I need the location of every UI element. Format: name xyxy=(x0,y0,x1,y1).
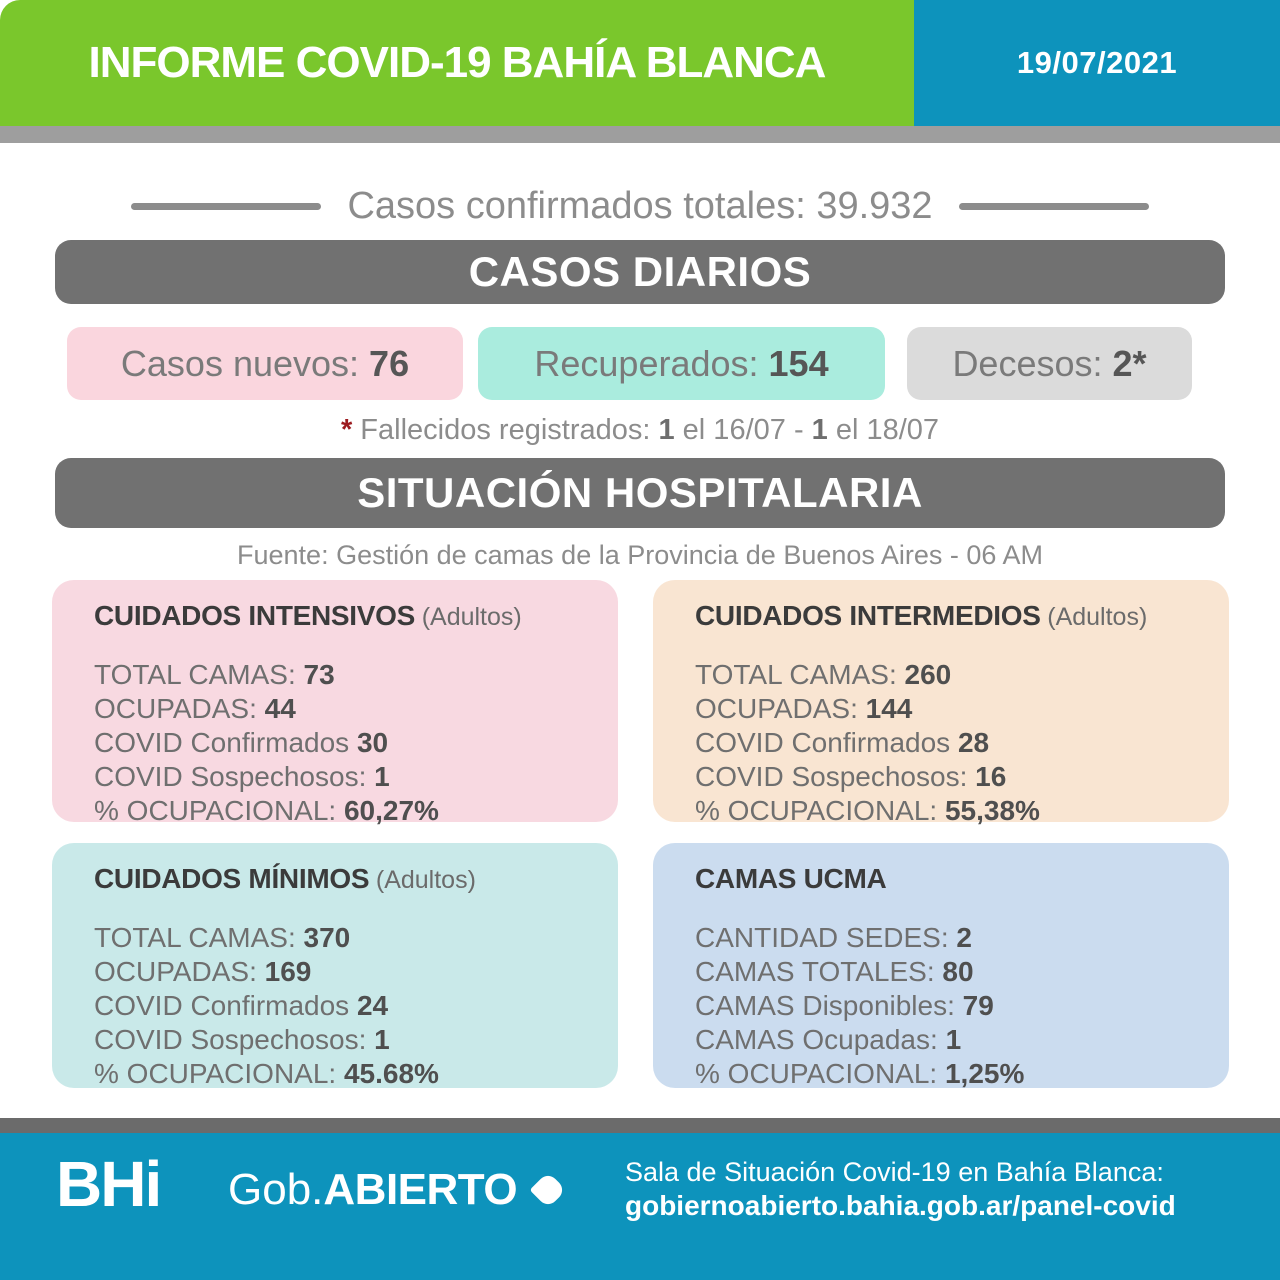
stat-covid-confirmados xyxy=(695,726,1215,760)
stat-label: % OCUPACIONAL: xyxy=(94,795,344,826)
stat-label: COVID Confirmados xyxy=(94,990,357,1021)
stat-cantidad-sedes xyxy=(695,921,1215,955)
footer-info xyxy=(625,1155,1176,1223)
gob-abierto-logo xyxy=(228,1165,561,1215)
panel-camas-ucma xyxy=(653,843,1229,1088)
stat-total-camas xyxy=(695,658,1215,692)
stat-value: 260 xyxy=(904,659,952,690)
deaths-asterisk: * xyxy=(1132,342,1147,384)
stat-value: 28 xyxy=(957,727,990,758)
stat-label: COVID Confirmados xyxy=(94,727,357,758)
stat-value: 1 xyxy=(374,761,390,792)
header-title-bar xyxy=(0,0,914,126)
source-note: Fuente: Gestión de camas de la Provincia de Buenos Aires - 06 AM xyxy=(237,540,1043,570)
deaths-box xyxy=(907,327,1192,400)
dash-left xyxy=(131,203,321,210)
stat-label: TOTAL CAMAS: xyxy=(94,659,304,690)
panel-stats xyxy=(695,921,1215,1091)
gob-prefix: Gob. xyxy=(228,1165,324,1214)
stat-label: COVID Sospechosos: xyxy=(94,761,375,792)
stat-total-camas xyxy=(94,658,604,692)
panel-title: CAMAS UCMA xyxy=(695,863,887,894)
stat-ocupadas xyxy=(94,692,604,726)
stat-label: CAMAS TOTALES: xyxy=(695,956,943,987)
stat-value: 144 xyxy=(865,693,913,724)
stat-label: % OCUPACIONAL: xyxy=(695,795,945,826)
stat-value: 44 xyxy=(264,693,296,724)
gob-abierto-text xyxy=(228,1165,517,1215)
diamond-icon xyxy=(530,1172,567,1209)
stat-label: COVID Sospechosos: xyxy=(695,761,976,792)
stat-ocupadas xyxy=(695,692,1215,726)
footnote-asterisk: * xyxy=(340,414,353,446)
deaths-value: 2 xyxy=(1112,342,1133,384)
stat-value: 169 xyxy=(264,956,312,987)
footnote-post: el 18/07 xyxy=(827,414,940,446)
stat-value: 79 xyxy=(962,990,994,1021)
recovered-value: 154 xyxy=(768,342,829,384)
footer-info-line: Sala de Situación Covid-19 en Bahía Blanca: xyxy=(625,1157,1164,1187)
stat-camas-ocupadas xyxy=(695,1023,1215,1057)
panel-cuidados-intermedios xyxy=(653,580,1229,826)
panel-title: CUIDADOS MÍNIMOS xyxy=(94,863,370,894)
panel-heading xyxy=(695,596,1215,638)
stat-covid-confirmados xyxy=(94,726,604,760)
report-date: 19/07/2021 xyxy=(1016,45,1178,80)
panel-stats xyxy=(695,658,1215,828)
panel-subtitle: (Adultos) xyxy=(1047,603,1148,631)
panel-heading xyxy=(94,596,604,638)
stat-camas-disponibles xyxy=(695,989,1215,1023)
stat-label: OCUPADAS: xyxy=(695,693,866,724)
header-date-badge xyxy=(914,0,1280,126)
stat-total-camas xyxy=(94,921,604,955)
panel-title: CUIDADOS INTENSIVOS xyxy=(94,600,416,631)
bhi-logo: BHi xyxy=(56,1148,161,1220)
panel-heading xyxy=(94,859,604,901)
stat-ocupacional xyxy=(94,794,604,828)
section-header-situacion-hospitalaria xyxy=(55,458,1225,528)
stat-ocupacional xyxy=(695,1057,1215,1091)
stat-value: 1 xyxy=(374,1024,390,1055)
stat-value: 73 xyxy=(303,659,335,690)
stat-label: OCUPADAS: xyxy=(94,693,265,724)
footer xyxy=(0,1133,1280,1280)
stat-label: CAMAS Disponibles: xyxy=(695,990,963,1021)
stat-label: TOTAL CAMAS: xyxy=(94,922,304,953)
page-title: INFORME COVID-19 BAHÍA BLANCA xyxy=(88,38,826,87)
stat-label: COVID Sospechosos: xyxy=(94,1024,375,1055)
stat-value: 1,25% xyxy=(944,1058,1025,1089)
stat-value: 370 xyxy=(303,922,351,953)
panel-subtitle: (Adultos) xyxy=(375,866,476,894)
stat-value: 60,27% xyxy=(343,795,439,826)
deaths-text xyxy=(952,343,1146,385)
footnote-mid: el 16/07 - xyxy=(674,414,812,446)
confirmed-total-row xyxy=(0,180,1280,232)
footnote-value-1: 1 xyxy=(658,414,675,446)
panel-heading xyxy=(695,859,1215,901)
stat-label: CANTIDAD SEDES: xyxy=(695,922,957,953)
stat-label: % OCUPACIONAL: xyxy=(695,1058,945,1089)
stat-covid-sospechosos xyxy=(94,760,604,794)
stat-label: CAMAS Ocupadas: xyxy=(695,1024,946,1055)
stat-value: 55,38% xyxy=(944,795,1040,826)
new-cases-box xyxy=(67,327,463,400)
panel-stats xyxy=(94,658,604,828)
divider-top xyxy=(0,126,1280,143)
stat-label: COVID Confirmados xyxy=(695,727,958,758)
dash-right xyxy=(959,203,1149,210)
new-cases-label: Casos nuevos: xyxy=(120,342,370,384)
footnote-pre: Fallecidos registrados: xyxy=(352,414,659,446)
stat-ocupacional xyxy=(94,1057,604,1091)
stat-camas-totales xyxy=(695,955,1215,989)
panel-stats xyxy=(94,921,604,1091)
stat-label: % OCUPACIONAL: xyxy=(94,1058,344,1089)
stat-value: 1 xyxy=(945,1024,962,1055)
footer-url: gobiernoabierto.bahia.gob.ar/panel-covid xyxy=(625,1190,1176,1221)
panel-cuidados-intensivos xyxy=(52,580,618,826)
gob-name: ABIERTO xyxy=(323,1165,518,1214)
stat-value: 2 xyxy=(956,922,972,953)
stat-ocupacional xyxy=(695,794,1215,828)
recovered-text xyxy=(534,343,828,385)
stat-ocupadas xyxy=(94,955,604,989)
stat-value: 45.68% xyxy=(343,1058,439,1089)
section-header-label: CASOS DIARIOS xyxy=(468,248,812,295)
section-header-casos-diarios xyxy=(55,240,1225,304)
stat-value: 30 xyxy=(356,727,389,758)
confirmed-total-text: Casos confirmados totales: 39.932 xyxy=(347,184,933,227)
footnote-value-2: 1 xyxy=(811,414,828,446)
deaths-footnote xyxy=(0,414,1280,447)
recovered-label: Recuperados: xyxy=(534,342,769,384)
stat-covid-sospechosos xyxy=(94,1023,604,1057)
new-cases-value: 76 xyxy=(369,342,410,384)
recovered-box xyxy=(478,327,885,400)
new-cases-text xyxy=(121,343,409,385)
panel-subtitle: (Adultos) xyxy=(421,603,522,631)
stat-label: TOTAL CAMAS: xyxy=(695,659,905,690)
stat-covid-confirmados xyxy=(94,989,604,1023)
stat-label: OCUPADAS: xyxy=(94,956,265,987)
divider-bottom xyxy=(0,1118,1280,1133)
stat-value: 16 xyxy=(975,761,1007,792)
stat-value: 24 xyxy=(356,990,389,1021)
panel-cuidados-minimos xyxy=(52,843,618,1088)
stat-value: 80 xyxy=(942,956,974,987)
deaths-label: Decesos: xyxy=(952,342,1113,384)
section-header-label: SITUACIÓN HOSPITALARIA xyxy=(357,469,923,516)
stat-covid-sospechosos xyxy=(695,760,1215,794)
panel-title: CUIDADOS INTERMEDIOS xyxy=(695,600,1041,631)
